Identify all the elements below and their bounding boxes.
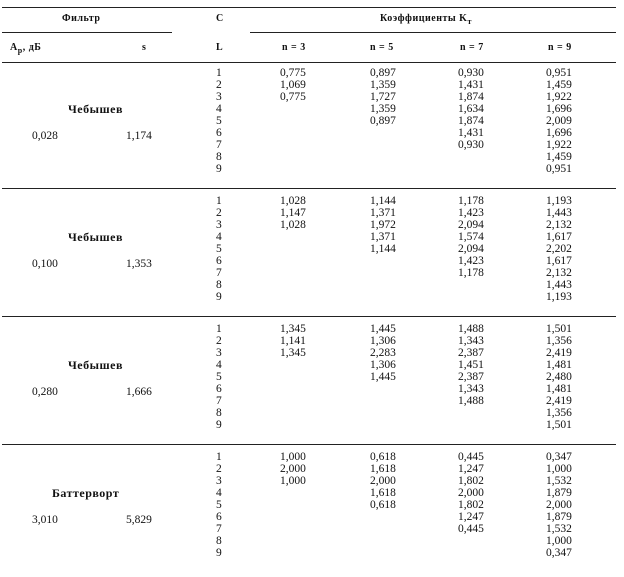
- row-index-cell: 2: [216, 463, 222, 475]
- coef-n9-cell: 0,951: [546, 163, 572, 175]
- coef-n9-cell: 1,481: [546, 383, 572, 395]
- coef-n3-column: [280, 195, 306, 231]
- row-index-cell: 6: [216, 383, 222, 395]
- row-index-cell: 2: [216, 79, 222, 91]
- coef-n9-cell: 2,202: [546, 243, 572, 255]
- row-index-cell: 7: [216, 395, 222, 407]
- row-index-cell: 1: [216, 323, 222, 335]
- coef-n9-cell: 2,132: [546, 219, 572, 231]
- coef-n5-cell: 0,618: [370, 499, 396, 511]
- coef-n7-cell: 2,000: [458, 487, 484, 499]
- coef-n9-column: [546, 67, 572, 175]
- s-value: 5,829: [126, 514, 152, 526]
- coef-n9-cell: 2,419: [546, 347, 572, 359]
- coef-n3-column: [280, 323, 306, 359]
- row-index-cell: 7: [216, 523, 222, 535]
- coef-n9-cell: 1,459: [546, 151, 572, 163]
- row-index-cell: 1: [216, 67, 222, 79]
- coef-n3-cell: 0,775: [280, 67, 306, 79]
- row-index-cell: 2: [216, 207, 222, 219]
- coef-n7-cell: 1,343: [458, 383, 484, 395]
- coef-n7-cell: 2,094: [458, 243, 484, 255]
- row-index-column: [216, 195, 222, 303]
- header-coefficients: [380, 13, 472, 28]
- filter-name: Чебышев: [68, 102, 123, 116]
- header-mid-rule-left: [2, 32, 172, 33]
- coef-n7-cell: 1,634: [458, 103, 484, 115]
- coef-n5-cell: 2,000: [370, 475, 396, 487]
- section-rule-3: [2, 444, 616, 445]
- row-index-cell: 9: [216, 419, 222, 431]
- coef-n5-cell: 0,618: [370, 451, 396, 463]
- coef-n7-cell: 0,930: [458, 139, 484, 151]
- header-c: C: [216, 13, 224, 24]
- coef-n7-cell: 2,387: [458, 347, 484, 359]
- coef-n5-cell: 1,618: [370, 463, 396, 475]
- s-value: 1,353: [126, 258, 152, 270]
- coef-n5-cell: 1,445: [370, 371, 396, 383]
- row-index-cell: 9: [216, 163, 222, 175]
- row-index-column: [216, 451, 222, 559]
- section-rule-1: [2, 188, 616, 189]
- coef-n9-cell: 0,347: [546, 451, 572, 463]
- header-s: s: [142, 42, 147, 53]
- coef-n5-column: [370, 323, 396, 383]
- row-index-cell: 2: [216, 335, 222, 347]
- row-index-cell: 8: [216, 151, 222, 163]
- coef-n9-cell: 1,879: [546, 487, 572, 499]
- coef-n7-cell: 1,802: [458, 475, 484, 487]
- coef-n7-column: [458, 451, 484, 535]
- ap-value: 0,028: [32, 130, 58, 142]
- coef-n5-column: [370, 195, 396, 255]
- coef-n5-cell: 1,359: [370, 79, 396, 91]
- header-mid-rule-right: [250, 32, 616, 33]
- coef-n9-cell: 1,356: [546, 407, 572, 419]
- coef-n5-cell: 1,371: [370, 207, 396, 219]
- row-index-cell: 6: [216, 511, 222, 523]
- coef-n5-cell: 1,445: [370, 323, 396, 335]
- coef-n9-cell: 1,501: [546, 323, 572, 335]
- coef-n7-column: [458, 323, 484, 407]
- coef-n5-cell: 1,972: [370, 219, 396, 231]
- header-ap-unit: , дБ: [22, 42, 42, 53]
- row-index-cell: 3: [216, 91, 222, 103]
- coef-n7-cell: 1,874: [458, 91, 484, 103]
- header-n5: n = 5: [370, 42, 394, 53]
- filter-name: Баттерворт: [52, 486, 120, 500]
- header-ap-subscript: p: [17, 46, 23, 55]
- coef-n7-cell: 1,423: [458, 207, 484, 219]
- coef-n7-cell: 1,488: [458, 323, 484, 335]
- coef-n9-cell: 1,617: [546, 231, 572, 243]
- coef-n9-cell: 1,696: [546, 103, 572, 115]
- coef-n7-cell: 1,451: [458, 359, 484, 371]
- coef-n9-cell: 2,009: [546, 115, 572, 127]
- coef-n9-cell: 1,617: [546, 255, 572, 267]
- coef-n9-cell: 0,951: [546, 67, 572, 79]
- coef-n9-cell: 1,696: [546, 127, 572, 139]
- row-index-cell: 3: [216, 347, 222, 359]
- row-index-cell: 9: [216, 291, 222, 303]
- coef-n7-cell: 1,343: [458, 335, 484, 347]
- coef-n7-cell: 1,247: [458, 511, 484, 523]
- coef-n5-cell: 1,306: [370, 359, 396, 371]
- coef-n9-cell: 2,419: [546, 395, 572, 407]
- coef-n5-cell: 1,371: [370, 231, 396, 243]
- coef-n3-cell: 2,000: [280, 463, 306, 475]
- coef-n7-cell: 1,431: [458, 79, 484, 91]
- filter-name: Чебышев: [68, 358, 123, 372]
- row-index-cell: 5: [216, 371, 222, 383]
- coef-n3-cell: 1,000: [280, 451, 306, 463]
- row-index-cell: 3: [216, 475, 222, 487]
- header-n3: n = 3: [282, 42, 306, 53]
- coef-n3-cell: 1,147: [280, 207, 306, 219]
- coef-n7-cell: 2,094: [458, 219, 484, 231]
- row-index-cell: 1: [216, 195, 222, 207]
- coef-n7-cell: 0,445: [458, 523, 484, 535]
- row-index-cell: 4: [216, 231, 222, 243]
- coef-n7-cell: 1,574: [458, 231, 484, 243]
- header-l: L: [216, 42, 224, 53]
- coef-n3-cell: 1,345: [280, 347, 306, 359]
- coef-n5-column: [370, 67, 396, 127]
- s-value: 1,174: [126, 130, 152, 142]
- coef-n9-cell: 1,879: [546, 511, 572, 523]
- row-index-cell: 5: [216, 243, 222, 255]
- section-rule-2: [2, 316, 616, 317]
- coef-n7-cell: 1,423: [458, 255, 484, 267]
- row-index-cell: 1: [216, 451, 222, 463]
- coef-n7-cell: 1,488: [458, 395, 484, 407]
- coef-n7-cell: 0,930: [458, 67, 484, 79]
- coef-n7-cell: 1,247: [458, 463, 484, 475]
- coef-n5-cell: 0,897: [370, 115, 396, 127]
- coef-n9-cell: 1,922: [546, 139, 572, 151]
- row-index-cell: 6: [216, 127, 222, 139]
- coef-n9-cell: 1,532: [546, 523, 572, 535]
- header-coefficients-label: Коэффициенты K: [380, 13, 468, 24]
- coef-n9-cell: 0,347: [546, 547, 572, 559]
- coef-n9-cell: 1,443: [546, 279, 572, 291]
- coef-n5-cell: 2,283: [370, 347, 396, 359]
- row-index-column: [216, 323, 222, 431]
- row-index-cell: 4: [216, 487, 222, 499]
- coef-n3-cell: 1,345: [280, 323, 306, 335]
- coef-n9-cell: 1,356: [546, 335, 572, 347]
- ap-value: 0,280: [32, 386, 58, 398]
- coef-n9-cell: 1,459: [546, 79, 572, 91]
- coef-n7-cell: 1,178: [458, 195, 484, 207]
- coef-n5-cell: 1,144: [370, 195, 396, 207]
- header-filter: Фильтр: [62, 13, 101, 24]
- coef-n9-cell: 1,000: [546, 535, 572, 547]
- coef-n3-cell: 1,028: [280, 195, 306, 207]
- header-ap-letter: A: [10, 42, 18, 53]
- coef-n5-cell: 1,359: [370, 103, 396, 115]
- ap-value: 3,010: [32, 514, 58, 526]
- coef-n9-column: [546, 195, 572, 303]
- coef-n3-cell: 0,775: [280, 91, 306, 103]
- coef-n7-cell: 1,802: [458, 499, 484, 511]
- row-index-cell: 6: [216, 255, 222, 267]
- filter-name: Чебышев: [68, 230, 123, 244]
- row-index-cell: 7: [216, 267, 222, 279]
- coef-n9-cell: 1,922: [546, 91, 572, 103]
- ap-value: 0,100: [32, 258, 58, 270]
- coef-n3-column: [280, 67, 306, 103]
- coef-n9-cell: 1,193: [546, 195, 572, 207]
- row-index-cell: 8: [216, 407, 222, 419]
- coef-n9-cell: 1,000: [546, 463, 572, 475]
- coef-n5-cell: 0,897: [370, 67, 396, 79]
- row-index-column: [216, 67, 222, 175]
- row-index-cell: 4: [216, 359, 222, 371]
- coef-n9-cell: 1,481: [546, 359, 572, 371]
- s-value: 1,666: [126, 386, 152, 398]
- row-index-cell: 5: [216, 115, 222, 127]
- coef-n9-cell: 2,000: [546, 499, 572, 511]
- coef-n9-cell: 1,532: [546, 475, 572, 487]
- coef-n5-column: [370, 451, 396, 511]
- coef-n7-cell: 1,874: [458, 115, 484, 127]
- coef-n9-cell: 1,501: [546, 419, 572, 431]
- coef-n3-cell: 1,069: [280, 79, 306, 91]
- coef-n5-cell: 1,306: [370, 335, 396, 347]
- header-n9: n = 9: [548, 42, 572, 53]
- row-index-cell: 7: [216, 139, 222, 151]
- row-index-cell: 3: [216, 219, 222, 231]
- coef-n3-column: [280, 451, 306, 487]
- coef-n9-cell: 2,480: [546, 371, 572, 383]
- coef-n3-cell: 1,000: [280, 475, 306, 487]
- coef-n7-cell: 2,387: [458, 371, 484, 383]
- top-rule: [2, 7, 616, 8]
- row-index-cell: 4: [216, 103, 222, 115]
- coef-n9-cell: 1,443: [546, 207, 572, 219]
- header-n7: n = 7: [460, 42, 484, 53]
- coef-n3-cell: 1,141: [280, 335, 306, 347]
- coef-n3-cell: 1,028: [280, 219, 306, 231]
- row-index-cell: 5: [216, 499, 222, 511]
- header-bottom-rule: [2, 62, 616, 63]
- coef-n5-cell: 1,144: [370, 243, 396, 255]
- coef-n5-cell: 1,727: [370, 91, 396, 103]
- coef-n5-cell: 1,618: [370, 487, 396, 499]
- row-index-cell: 8: [216, 535, 222, 547]
- coef-n9-column: [546, 323, 572, 431]
- row-index-cell: 8: [216, 279, 222, 291]
- coef-n7-column: [458, 67, 484, 151]
- coef-n9-cell: 2,132: [546, 267, 572, 279]
- coef-n9-column: [546, 451, 572, 559]
- coef-n7-cell: 0,445: [458, 451, 484, 463]
- header-coefficients-subscript: т: [467, 17, 472, 26]
- coef-n7-column: [458, 195, 484, 279]
- header-ap: [10, 42, 41, 57]
- coef-n7-cell: 1,178: [458, 267, 484, 279]
- coef-n9-cell: 1,193: [546, 291, 572, 303]
- row-index-cell: 9: [216, 547, 222, 559]
- coef-n7-cell: 1,431: [458, 127, 484, 139]
